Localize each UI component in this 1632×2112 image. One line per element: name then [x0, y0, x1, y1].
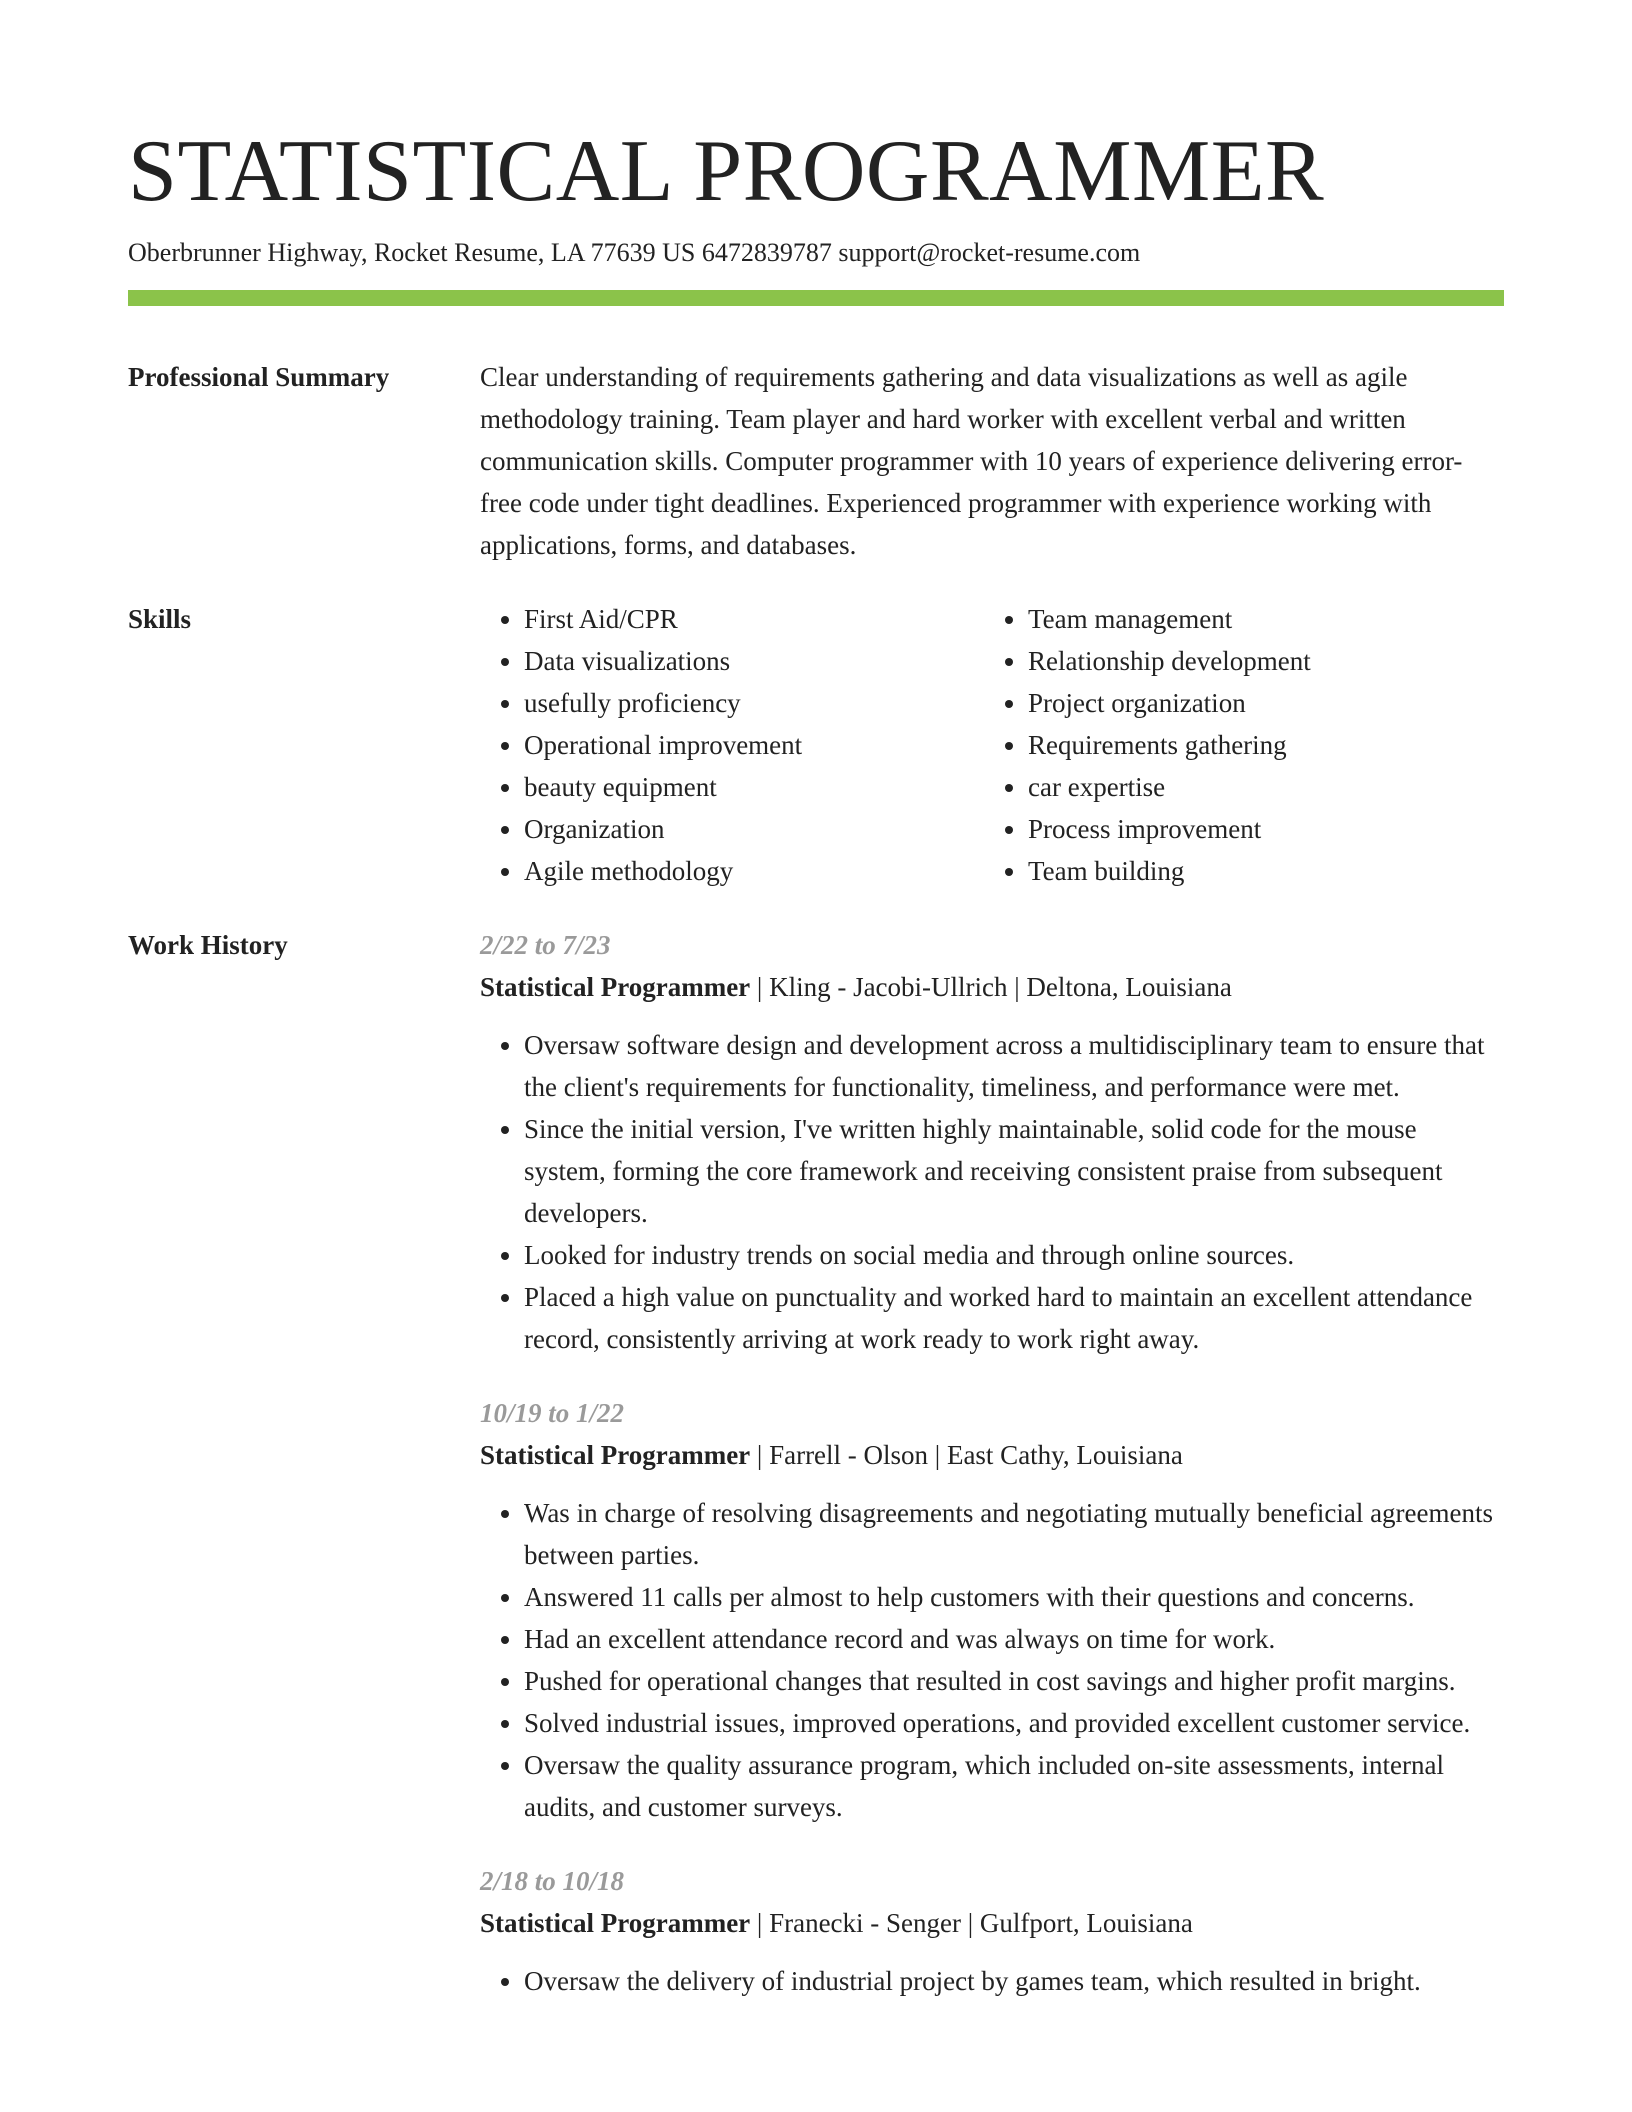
resume-name-heading: STATISTICAL PROGRAMMER — [128, 123, 1325, 220]
job-entry — [480, 1392, 1504, 1828]
work-history-section — [128, 924, 1504, 2034]
skill-item: • Project organization — [1028, 682, 1488, 724]
job-bullet: • Solved industrial issues, improved operations, and provided excellent customer service. — [524, 1702, 1504, 1744]
skills-grid — [480, 598, 1504, 892]
job-bullet: • Had an excellent attendance record and was always on time for work. — [524, 1618, 1504, 1660]
summary-section — [128, 356, 1504, 566]
job-title: Statistical Programmer — [480, 972, 751, 1002]
job-bullets — [480, 1960, 1504, 2002]
job-entry — [480, 1860, 1504, 2002]
skill-item: • Team building — [1028, 850, 1488, 892]
skill-item: • Organization — [524, 808, 984, 850]
job-bullet: • Answered 11 calls per almost to help customers with their questions and concerns. — [524, 1576, 1504, 1618]
job-bullet: • Looked for industry trends on social media and through online sources. — [524, 1234, 1504, 1276]
skills-section — [128, 598, 1504, 892]
job-title-line — [480, 1902, 1504, 1944]
skill-item: • Process improvement — [1028, 808, 1488, 850]
skills-list-left — [480, 598, 984, 892]
job-dates: 10/19 to 1/22 — [480, 1398, 625, 1428]
job-title: Statistical Programmer — [480, 1440, 751, 1470]
job-title-line — [480, 1434, 1504, 1476]
skill-item: • Data visualizations — [524, 640, 984, 682]
contact-line: Oberbrunner Highway, Rocket Resume, LA 77639 US 6472839787 support@rocket-resume.com — [128, 238, 1141, 267]
header-divider — [128, 290, 1504, 306]
skill-item: • beauty equipment — [524, 766, 984, 808]
job-dates: 2/18 to 10/18 — [480, 1866, 625, 1896]
job-details: | Kling - Jacobi-Ullrich | Deltona, Louisiana — [750, 972, 1232, 1002]
job-title: Statistical Programmer — [480, 1908, 751, 1938]
skills-list-right — [984, 598, 1488, 892]
job-title-line — [480, 966, 1504, 1008]
job-dates: 2/22 to 7/23 — [480, 930, 611, 960]
job-details: | Franecki - Senger | Gulfport, Louisiana — [750, 1908, 1193, 1938]
job-bullet: • Since the initial version, I've written highly maintainable, solid code for the mouse system, forming the core framework and receiving consistent praise from subsequent developers. — [524, 1108, 1504, 1234]
job-entry — [480, 924, 1504, 1360]
skills-label: Skills — [128, 604, 192, 634]
skill-item: • First Aid/CPR — [524, 598, 984, 640]
job-bullet: • Oversaw the quality assurance program, which included on-site assessments, internal audits, and customer surveys. — [524, 1744, 1504, 1828]
job-bullets — [480, 1492, 1504, 1828]
summary-text: Clear understanding of requirements gathering and data visualizations as well as agile methodology training. Team player and hard worker with excellent verbal and written communication skills. Computer programmer with 10 years of experience delivering error-free code under tight deadlines. Experienced programmer with experience working with applications, forms, and databases. — [480, 362, 1463, 560]
resume-page — [128, 0, 1504, 2034]
job-bullet: • Placed a high value on punctuality and worked hard to maintain an excellent attendance record, consistently arriving at work ready to work right away. — [524, 1276, 1504, 1360]
job-bullet: • Pushed for operational changes that resulted in cost savings and higher profit margins. — [524, 1660, 1504, 1702]
skill-item: • Relationship development — [1028, 640, 1488, 682]
skill-item: • Team management — [1028, 598, 1488, 640]
skill-item: • Operational improvement — [524, 724, 984, 766]
summary-label: Professional Summary — [128, 362, 390, 392]
job-bullets — [480, 1024, 1504, 1360]
skill-item: • usefully proficiency — [524, 682, 984, 724]
job-bullet: • Was in charge of resolving disagreements and negotiating mutually beneficial agreements between parties. — [524, 1492, 1504, 1576]
job-bullet: • Oversaw software design and development across a multidisciplinary team to ensure that the client's requirements for functionality, timeliness, and performance were met. — [524, 1024, 1504, 1108]
skill-item: • Agile methodology — [524, 850, 984, 892]
job-details: | Farrell - Olson | East Cathy, Louisiana — [750, 1440, 1183, 1470]
work-history-label: Work History — [128, 930, 288, 960]
skill-item: • Requirements gathering — [1028, 724, 1488, 766]
job-bullet: • Oversaw the delivery of industrial project by games team, which resulted in bright. — [524, 1960, 1504, 2002]
skill-item: • car expertise — [1028, 766, 1488, 808]
